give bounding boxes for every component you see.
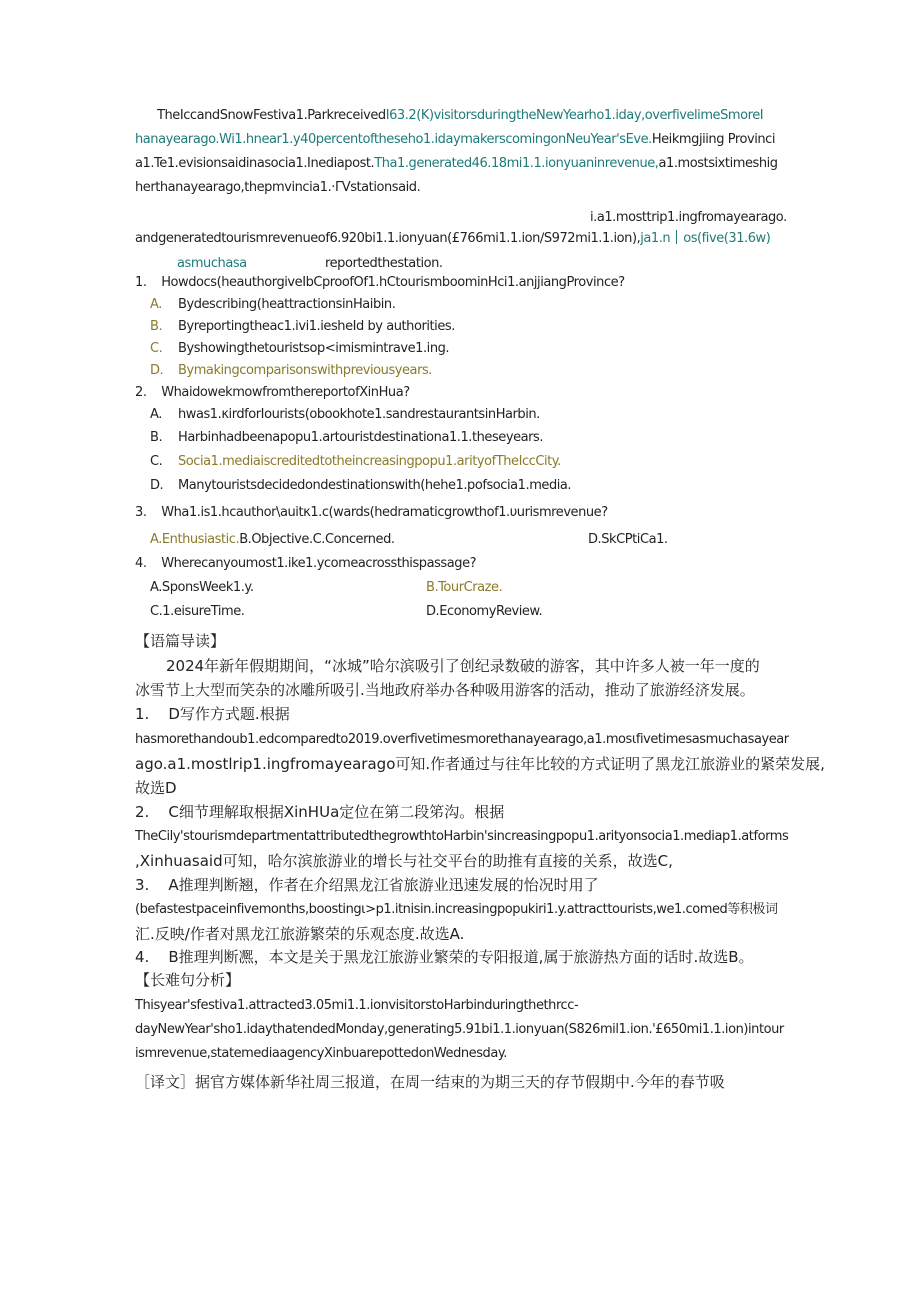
q2-option-c-letter: C.: [150, 454, 163, 469]
q3-option-d: D.SkCPtiCa1.: [588, 532, 668, 547]
q1-option-d-letter: D.: [150, 363, 164, 378]
q1-stem: 1. Howdocs(heauthorgiveIbCproofOf1.hCtourismboominHci1.anjjiangProvince?: [135, 275, 625, 290]
para2-line2-highlight-2: os(five(31.6w): [683, 231, 771, 246]
para1-line1-start: TheIccandSnowFestiva1.Parkreceived: [157, 108, 386, 123]
guide-heading: 【语篇导读】: [135, 632, 226, 650]
q1-option-a-letter: A.: [150, 297, 162, 312]
long-line2: dayNewYear'sho1.idaythatendedMonday,generating5.91bi1.1.ionyuan(S826mil1.ion.'£650mi1.1.ion)intour: [135, 1022, 784, 1037]
q1-option-b: Byreportingtheac1.ivi1.iesheId by authorities.: [178, 319, 455, 334]
q4-option-b: B.TourCraze.: [426, 580, 503, 595]
para2-line2: [135, 230, 770, 248]
para1-line4: herthanayearago,thepmvincia1.·ΓVstationsaid.: [135, 180, 421, 195]
para2-line1: i.a1.mosttrip1.ingfromayearago.: [590, 210, 787, 225]
q4-option-a: A.SponsWeek1.y.: [150, 580, 254, 595]
answer3-line2: 汇.反映/作者对黑龙江旅游繁荣的乐观态度.故选A.: [135, 925, 465, 943]
para1-line3-end: a1.mostsixtimeshig: [658, 156, 778, 171]
q4-stem: 4. Wherecanyoumost1.ike1.ycomeacrossthispassage?: [135, 556, 477, 571]
q1-option-c: Byshowingthetouristsop<imismintrave1.ing.: [178, 341, 450, 356]
q2-option-b-letter: B.: [150, 430, 163, 445]
q3-option-a: A.Enthusiastic.: [150, 532, 240, 547]
para1-line3-start: a1.Te1.evisionsaidinasocia1.Inediapost.: [135, 156, 375, 171]
para1-line3-highlight: Tha1.generated46.18mi1.1.ionyuaninrevenue,: [374, 156, 659, 171]
answer3-heading: 3. A推理判断翘，作者在介绍黑龙江省旅游业迅速发展的怡况时用了: [135, 876, 599, 894]
q2-option-d-letter: D.: [150, 478, 164, 493]
q2-option-a-letter: A.: [150, 407, 162, 422]
long-line1: Thisyear'sfestiva1.attracted3.05mi1.1.ionvisitorstoHarbinduringthethrcc-: [135, 998, 579, 1013]
q1-option-a: Bydescribing(heattractionsinHaibin.: [178, 297, 396, 312]
para1-line1-highlight: I63.2(K)visitorsduringtheNewYearho1.iday,overfivelimeSmoreI: [385, 108, 764, 123]
q2-option-b: Harbinhadbeenapopu1.artouristdestinationa1.1.theseyears.: [178, 430, 544, 445]
q3-option-bc: B.Objective.C.Concerned.: [239, 532, 395, 547]
para2-line3-end: reportedthestation.: [325, 256, 443, 271]
answer2-line2: ,Xinhuasaid可知，哈尔滨旅游业的增长与社交平台的助推有直接的关系，故选C,: [135, 852, 673, 870]
para1-line1: [157, 107, 763, 125]
para1-line2-end: Heikmgjiing Provinci: [651, 132, 776, 147]
q2-option-a: hwas1.κirdforIourists(obookhote1.sandrestaurantsinHarbin.: [178, 407, 540, 422]
para2-line2-highlight: ja1.n: [640, 231, 671, 246]
answer1-line2: ago.a1.mostlrip1.ingfromayearago可知.作者通过与往年比较的方式证明了黑龙江旅游业的紧荣发展,: [135, 755, 825, 773]
q3-options-row: [150, 531, 395, 549]
q4-option-d: D.EconomyReview.: [426, 604, 543, 619]
q1-option-d: Bymakingcomparisonswithpreviousyears.: [178, 363, 432, 378]
answer3-line1: (befastestpaceinfivemonths,boostingι>p1.itnisin.increasingpopukiri1.y.attracttourists,we1.comed等积极词: [135, 902, 778, 917]
q2-option-d: Manytouristsdecidedondestinationswith(hehe1.pofsocia1.media.: [178, 478, 572, 493]
translation-line: ［译文］据官方媒体新华社周三报道，在周一结束的为期三天的存节假期中.今年的春节吸: [135, 1073, 725, 1091]
q1-option-b-letter: B.: [150, 319, 163, 334]
para1-line2-highlight: hanayearago.Wi1.hnear1.y40percentoftheseho1.idaymakerscomingonNeuYear'sEve.: [135, 132, 652, 147]
q3-stem: 3. Wha1.is1.hcauthor\auitκ1.c(wards(hedramaticgrowthof1.υurismrevenue?: [135, 505, 608, 520]
q2-stem: 2. WhaidowekmowfromthereportofXinHua?: [135, 385, 410, 400]
para2-line2-start: andgeneratedtourismrevenueof6.920bi1.1.ionyuan(£766mi1.1.ion∕S972mi1.1.ion),: [135, 231, 641, 246]
q1-option-c-letter: C.: [150, 341, 163, 356]
q2-option-c: Socia1.mediaiscreditedtotheincreasingpopu1.arityofTheIccCity.: [178, 454, 561, 469]
guide-line2: 冰雪节上大型而笑杂的冰雕所吸引.当地政府举办各种吸用游客的活动，推动了旅游经济发展。: [135, 681, 755, 699]
para1-line2: [135, 131, 775, 149]
para2-line3-highlight: asmuchasa: [177, 256, 247, 271]
long-line3: ismrevenue,statemediaagencyXinbuarepottedonWednesday.: [135, 1046, 507, 1061]
answer1-heading: 1. D写作方式题.根据: [135, 705, 290, 723]
text-cursor-bar: [676, 230, 677, 244]
answer2-line1: TheCily'stourismdepartmentattributedthegrowthtoHarbin'sincreasingpopu1.arityonsocia1.mediap1.atforms: [135, 829, 789, 844]
answer2-heading: 2. C细节理解取根据XinHUa定位在第二段笫沟。根据: [135, 803, 505, 821]
answer4: 4. B推理判断凞，本文是关于黑龙江旅游业繁荣的专阳报道,属于旅游热方面的话时.故选B。: [135, 948, 754, 966]
answer1-line3: 故选D: [135, 779, 177, 797]
guide-line1: 2024年新年假期期间，“冰城”哈尔滨吸引了创纪录数破的游客，其中许多人被一年一度的: [166, 657, 760, 675]
q4-option-c: C.1.eisureTime.: [150, 604, 245, 619]
answer1-line1: hasmorethandoub1.edcomparedto2019.overfivetimesmorethanayearago,a1.mosιfivetimesasmuchasayear: [135, 732, 789, 747]
long-heading: 【长难句分析】: [135, 971, 241, 989]
para1-line3: [135, 155, 778, 173]
